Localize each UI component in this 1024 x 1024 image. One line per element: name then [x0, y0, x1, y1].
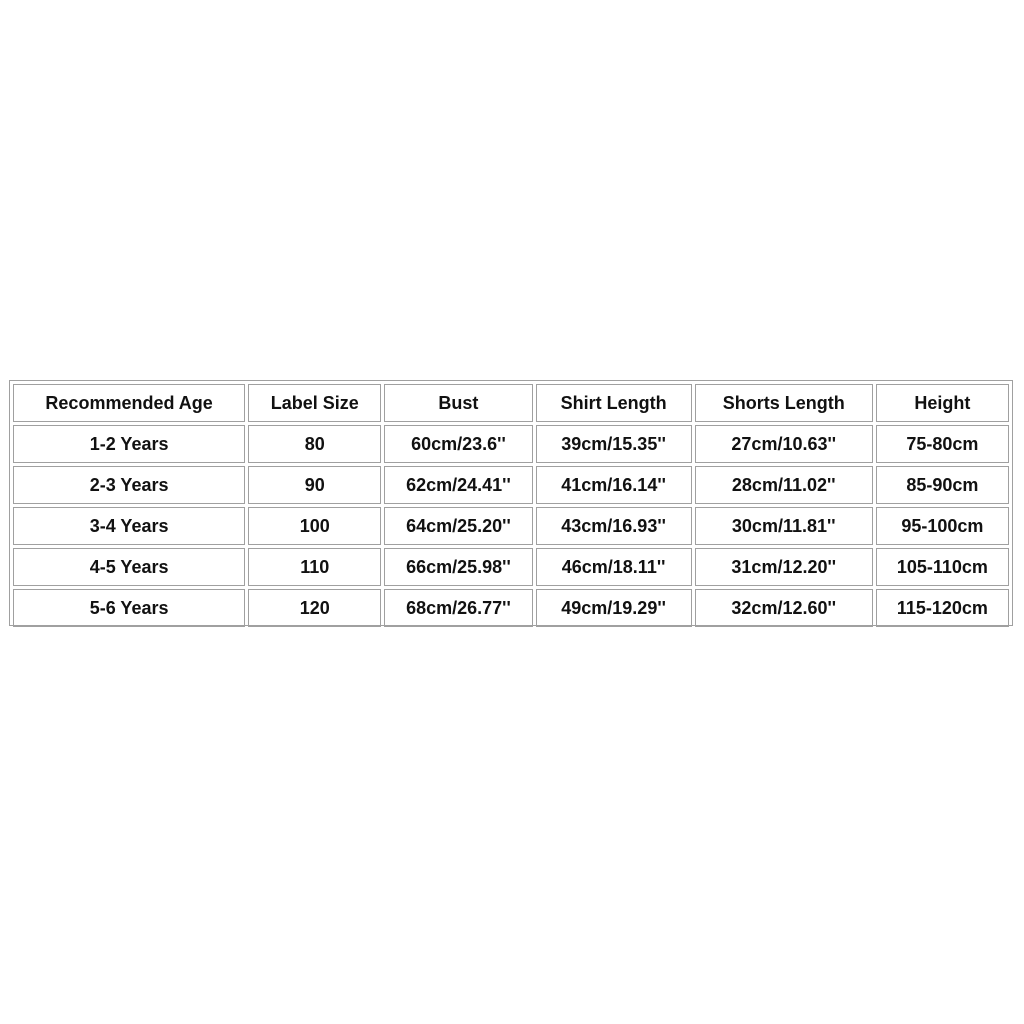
cell-shorts-length: 30cm/11.81''	[695, 507, 873, 545]
table-header-row	[13, 384, 1009, 422]
cell-height: 115-120cm	[876, 589, 1009, 627]
cell-height: 85-90cm	[876, 466, 1009, 504]
table-row	[13, 589, 1009, 627]
cell-shirt-length: 39cm/15.35''	[536, 425, 692, 463]
cell-shirt-length: 49cm/19.29''	[536, 589, 692, 627]
column-header-shorts-length: Shorts Length	[695, 384, 873, 422]
column-header-recommended-age: Recommended Age	[13, 384, 245, 422]
cell-bust: 64cm/25.20''	[384, 507, 532, 545]
cell-shirt-length: 43cm/16.93''	[536, 507, 692, 545]
column-header-bust: Bust	[384, 384, 532, 422]
table-row	[13, 466, 1009, 504]
cell-shirt-length: 46cm/18.11''	[536, 548, 692, 586]
cell-age: 1-2 Years	[13, 425, 245, 463]
size-chart-table	[10, 381, 1012, 630]
cell-age: 5-6 Years	[13, 589, 245, 627]
cell-shorts-length: 31cm/12.20''	[695, 548, 873, 586]
column-header-height: Height	[876, 384, 1009, 422]
cell-age: 3-4 Years	[13, 507, 245, 545]
cell-label-size: 80	[248, 425, 381, 463]
cell-shorts-length: 27cm/10.63''	[695, 425, 873, 463]
cell-shorts-length: 28cm/11.02''	[695, 466, 873, 504]
cell-label-size: 90	[248, 466, 381, 504]
size-chart-table-container	[9, 380, 1013, 626]
cell-label-size: 100	[248, 507, 381, 545]
cell-bust: 60cm/23.6''	[384, 425, 532, 463]
cell-age: 4-5 Years	[13, 548, 245, 586]
cell-bust: 68cm/26.77''	[384, 589, 532, 627]
table-row	[13, 548, 1009, 586]
cell-height: 95-100cm	[876, 507, 1009, 545]
cell-shirt-length: 41cm/16.14''	[536, 466, 692, 504]
cell-bust: 62cm/24.41''	[384, 466, 532, 504]
cell-shorts-length: 32cm/12.60''	[695, 589, 873, 627]
table-row	[13, 425, 1009, 463]
cell-bust: 66cm/25.98''	[384, 548, 532, 586]
table-row	[13, 507, 1009, 545]
column-header-shirt-length: Shirt Length	[536, 384, 692, 422]
column-header-label-size: Label Size	[248, 384, 381, 422]
cell-height: 75-80cm	[876, 425, 1009, 463]
cell-height: 105-110cm	[876, 548, 1009, 586]
cell-label-size: 110	[248, 548, 381, 586]
cell-label-size: 120	[248, 589, 381, 627]
cell-age: 2-3 Years	[13, 466, 245, 504]
